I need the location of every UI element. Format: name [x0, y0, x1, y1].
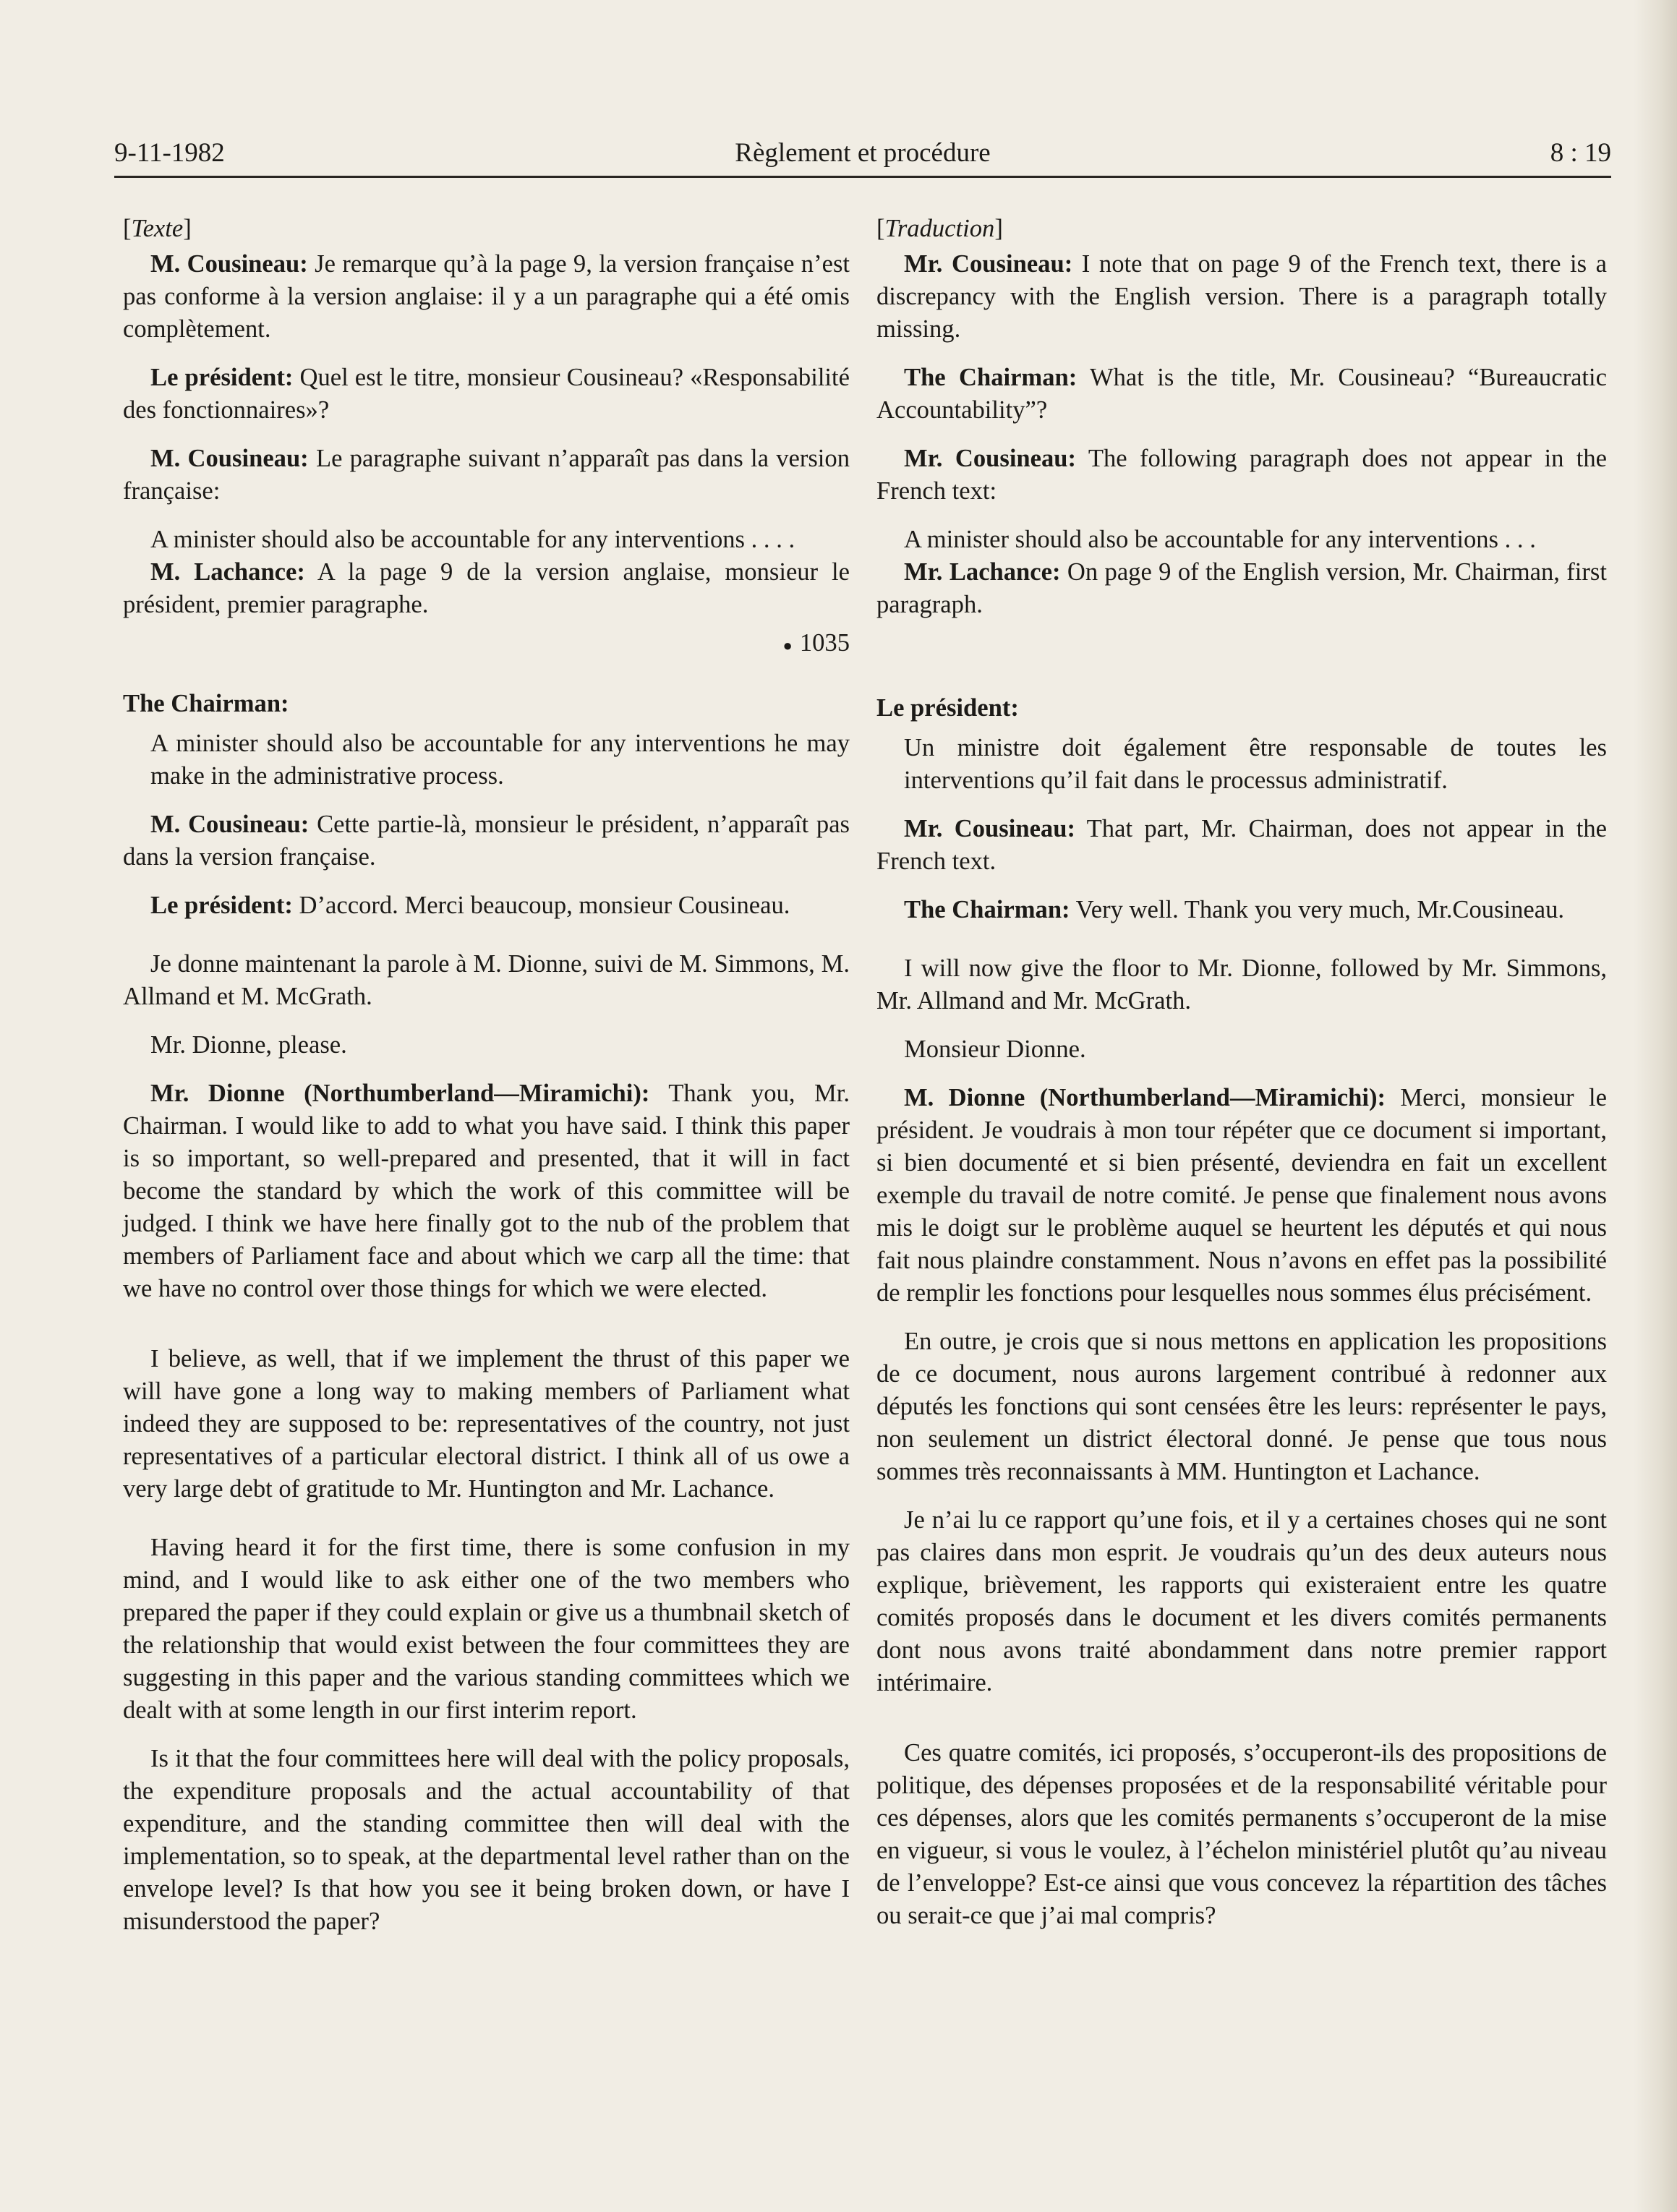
- speaker-name: M. Cousineau:: [150, 445, 309, 472]
- paragraph: Je n’ai lu ce rapport qu’une fois, et il y a certaines choses qui ne sont pas claires dans mon esprit. Je voudrais qu’un des deux auteurs nous explique, brièvement, les rapports qui existeraient entre les quatre comités proposés dans le document et les divers comités permanents dont nous avons traité abondamment dans notre premier rapport intérimaire.: [876, 1506, 1607, 1696]
- bullet-icon: ●: [782, 636, 793, 654]
- paragraph: M. Cousineau: Cette partie-là, monsieur le président, n’apparaît pas dans la version française.: [123, 810, 850, 871]
- paragraph: M. Lachance: A la page 9 de la version anglaise, monsieur le président, premier paragraphe.: [123, 558, 850, 618]
- paragraph: Is it that the four committees here will deal with the policy proposals, the expenditure proposals and the actual accountability of that expenditure, and the standing committee then will deal with the implementation, so to speak, at the departmental level rather than on the envelope level? Is that how you see it being broken down, or have I misunderstood the paper?: [123, 1744, 850, 1935]
- header-date: 9-11-1982: [114, 138, 225, 168]
- speaker-name: Mr. Cousineau:: [904, 250, 1073, 278]
- paragraph: Having heard it for the first time, there is some confusion in my mind, and I would like to ask either one of the two members who prepared the paper if they could explain or give us a thumbnail sketch of the relationship that would exist between the four committees they are suggesting in this paper and the various standing committees which we dealt with at some length in our first interim report.: [123, 1533, 850, 1724]
- paragraph: The Chairman: What is the title, Mr. Cousineau? “Bureaucratic Accountability”?: [876, 364, 1607, 424]
- paragraph: Mr. Cousineau: I note that on page 9 of the French text, there is a discrepancy with the English version. There is a paragraph totally missing.: [876, 250, 1608, 343]
- paragraph: The Chairman: Very well. Thank you very much, Mr.Cousineau.: [904, 896, 1565, 923]
- quoted-paragraph: Un ministre doit également être responsable de toutes les interventions qu’il fait dans le processus administratif.: [904, 734, 1607, 794]
- speaker-name: The Chairman:: [123, 689, 289, 717]
- paragraph: Mr. Cousineau: That part, Mr. Chairman, does not appear in the French text.: [876, 815, 1608, 875]
- column-label: [Texte]: [123, 215, 192, 242]
- speaker-name: M. Cousineau:: [150, 250, 308, 278]
- speaker-name: Le président:: [150, 891, 293, 919]
- paragraph: M. Cousineau: Le paragraphe suivant n’apparaît pas dans la version française:: [123, 445, 850, 505]
- header-rule: [114, 176, 1611, 178]
- paragraph: Ces quatre comités, ici proposés, s’occuperont-ils des propositions de politique, des dépenses proposées et de la responsabilité véritable pour ces dépenses, alors que les comités permanents s’occuperont de la mise en vigueur, si vous le voulez, à l’échelon ministériel plutôt qu’au niveau de l’enveloppe? Est-ce ainsi que vous concevez la répartition des tâches ou serait-ce que j’ai mal compris?: [876, 1739, 1607, 1929]
- speaker-name: Mr. Cousineau:: [904, 445, 1077, 472]
- time-stamp: ● 1035: [782, 629, 850, 657]
- paragraph: Le président: Quel est le titre, monsieur Cousineau? «Responsabilité des fonctionnaires»?: [123, 364, 850, 424]
- quoted-paragraph: A minister should also be accountable for any interventions he may make in the administrative process.: [150, 729, 850, 790]
- paragraph: Mr. Lachance: On page 9 of the English version, Mr. Chairman, first paragraph.: [876, 558, 1607, 618]
- speaker-name: Mr. Cousineau:: [904, 815, 1075, 842]
- speaker-name: M. Cousineau:: [150, 810, 310, 838]
- paragraph: Monsieur Dionne.: [904, 1035, 1086, 1063]
- paragraph: M. Dionne (Northumberland—Miramichi): Merci, monsieur le président. Je voudrais à mon tour répéter que ce document si important, si bien documenté et si bien présenté, deviendra en fait un excellent exemple du travail de notre comité. Je pense que finalement nous avons mis le doigt sur le problème auquel se heurtent les députés et qui nous fait nous plaindre constamment. Nous n’avons en effet pas la possibilité de remplir les fonctions pour lesquelles nous sommes élus précisément.: [876, 1084, 1607, 1307]
- speaker-name: Mr. Dionne (Northumberland—Miramichi):: [150, 1079, 650, 1107]
- speaker-name: The Chairman:: [904, 364, 1078, 391]
- paragraph: I will now give the floor to Mr. Dionne, followed by Mr. Simmons, Mr. Allmand and Mr. McGrath.: [876, 955, 1607, 1015]
- speaker-name: M. Dionne (Northumberland—Miramichi):: [904, 1084, 1386, 1111]
- header-page-number: 8 : 19: [1550, 138, 1611, 168]
- quoted-paragraph: A minister should also be accountable for any interventions . . . .: [150, 526, 795, 553]
- speaker-name: Le président:: [150, 364, 294, 391]
- paragraph: Mr. Dionne, please.: [150, 1030, 347, 1059]
- paragraph: Mr. Cousineau: The following paragraph does not appear in the French text:: [876, 445, 1608, 505]
- paragraph: M. Cousineau: Je remarque qu’à la page 9, la version française n’est pas conforme à la version anglaise: il y a un paragraphe qui a été omis complètement.: [123, 250, 850, 343]
- paragraph: Le président: D’accord. Merci beaucoup, monsieur Cousineau.: [150, 891, 790, 919]
- speaker-name: Le président:: [876, 694, 1019, 722]
- right-column: [876, 213, 1607, 1932]
- paragraph: Je donne maintenant la parole à M. Dionne, suivi de M. Simmons, M. Allmand et M. McGrath.: [123, 949, 850, 1010]
- left-column: [123, 213, 850, 1938]
- paragraph: Mr. Dionne (Northumberland—Miramichi): Thank you, Mr. Chairman. I would like to add to what you have said. I think this paper is so important, so well-prepared and presented, that it will in fact become the standard by which the work of this committee will be judged. I think we have here finally got to the nub of the problem that members of Parliament face and about which we carp all the time: that we have no control over those things for which we were elected.: [123, 1079, 850, 1302]
- paragraph: I believe, as well, that if we implement the thrust of this paper we will have gone a long way to making members of Parliament what indeed they are supposed to be: representatives of the country, not just representatives of a particular electoral district. I think all of us owe a very large debt of gratitude to Mr. Huntington and Mr. Lachance.: [123, 1344, 850, 1503]
- speaker-name: The Chairman:: [904, 896, 1070, 923]
- page-edge: [1634, 0, 1677, 2212]
- header-title: Règlement et procédure: [735, 138, 991, 168]
- page-header: [114, 137, 1611, 178]
- speaker-name: M. Lachance:: [150, 558, 305, 586]
- quoted-paragraph: A minister should also be accountable for any interventions . . .: [904, 526, 1536, 553]
- column-label: [Traduction]: [876, 215, 1003, 242]
- speaker-name: Mr. Lachance:: [904, 558, 1061, 586]
- paragraph: En outre, je crois que si nous mettons en application les propositions de ce document, nous aurons largement contribué à redonner aux députés les fonctions qui sont censées être les leurs: représenter le pays, non seulement un district électoral donné. Je pense que tous nous sommes très reconnaissants à MM. Huntington et Lachance.: [876, 1328, 1607, 1485]
